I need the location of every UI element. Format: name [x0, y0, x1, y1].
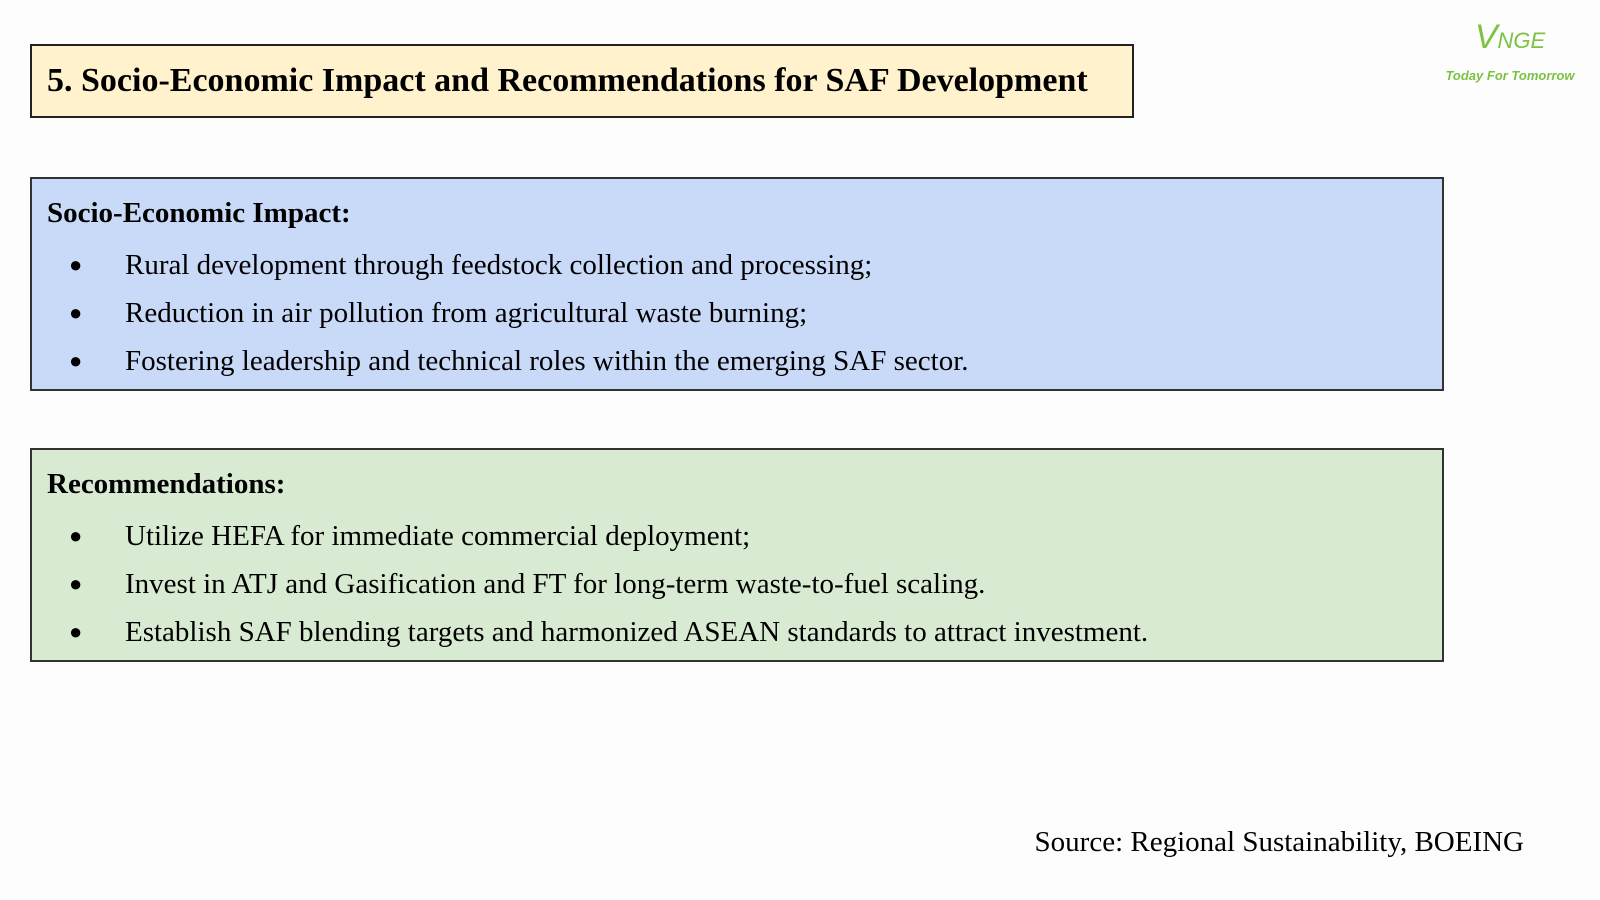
bullet-icon: ●	[69, 571, 83, 596]
list-item-text: Utilize HEFA for immediate commercial deployment;	[125, 519, 751, 552]
list-item	[47, 608, 1427, 656]
list-item	[47, 337, 1427, 385]
list-item-text: Fostering leadership and technical roles within the emerging SAF sector.	[125, 344, 969, 377]
recommendations-list	[47, 512, 1427, 656]
vnge-logo	[1440, 16, 1580, 96]
logo-mark	[1440, 18, 1580, 57]
title-banner	[30, 44, 1134, 118]
list-item	[47, 512, 1427, 560]
list-item-text: Rural development through feedstock collection and processing;	[125, 248, 873, 281]
source-citation: Source: Regional Sustainability, BOEING	[1034, 826, 1524, 858]
list-item	[47, 560, 1427, 608]
bullet-icon: ●	[69, 300, 83, 325]
bullet-icon: ●	[69, 619, 83, 644]
list-item	[47, 241, 1427, 289]
bullet-icon: ●	[69, 523, 83, 548]
bullet-icon: ●	[69, 348, 83, 373]
list-item	[47, 289, 1427, 337]
page-title: 5. Socio-Economic Impact and Recommendations for SAF Development	[47, 62, 1088, 99]
impact-list	[47, 241, 1427, 385]
list-item-text: Reduction in air pollution from agricultural waste burning;	[125, 296, 808, 329]
logo-tagline: Today For Tomorrow	[1445, 68, 1575, 83]
list-item-text: Invest in ATJ and Gasification and FT for long-term waste-to-fuel scaling.	[125, 567, 986, 600]
list-item-text: Establish SAF blending targets and harmonized ASEAN standards to attract investment.	[125, 615, 1149, 648]
recommendations-heading: Recommendations:	[47, 468, 286, 500]
logo-mark-first-letter: V	[1474, 18, 1498, 56]
recommendations-panel	[30, 448, 1444, 662]
impact-heading: Socio-Economic Impact:	[47, 197, 351, 229]
logo-mark-rest: NGE	[1497, 28, 1546, 53]
socio-economic-impact-panel	[30, 177, 1444, 391]
bullet-icon: ●	[69, 252, 83, 277]
